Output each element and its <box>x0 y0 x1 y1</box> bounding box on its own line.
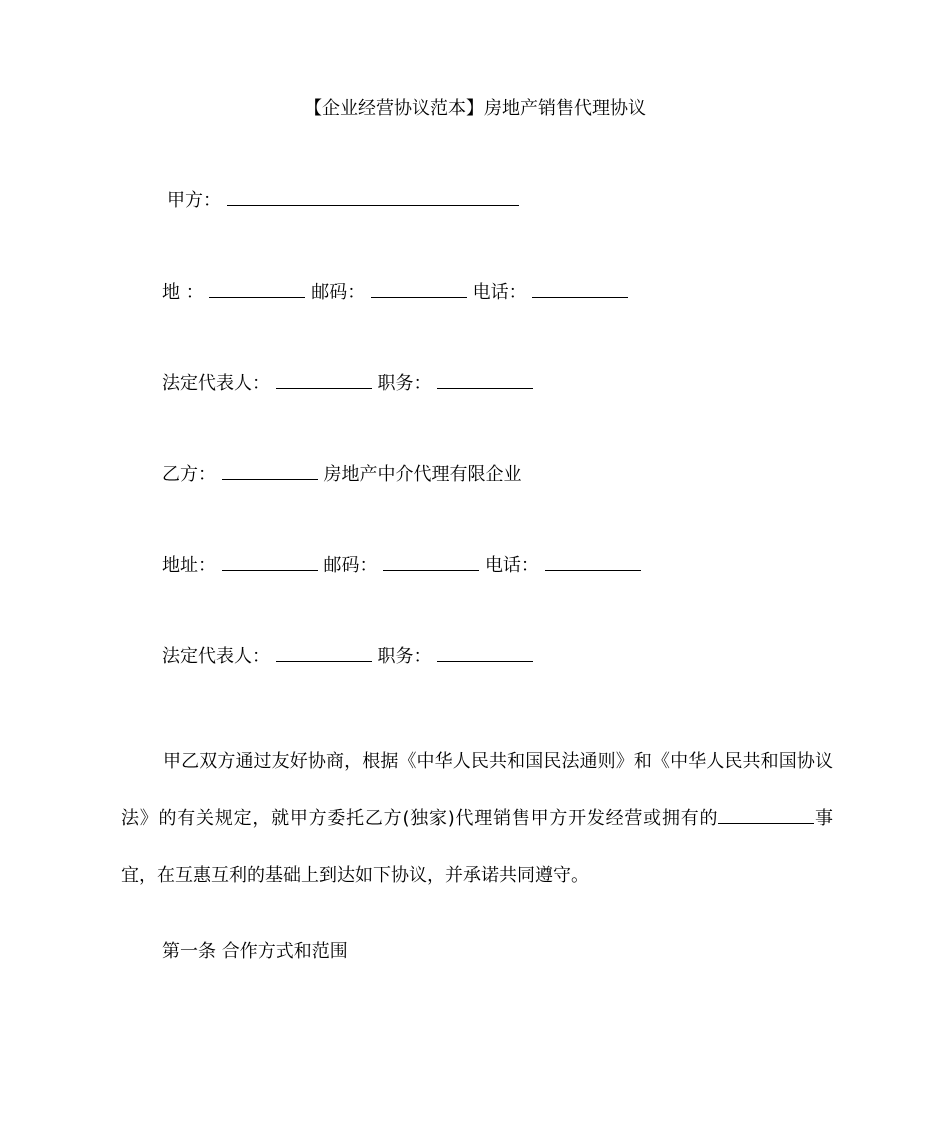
party-b-address-blank <box>222 553 318 571</box>
document-title: 【企业经营协议范本】房地产销售代理协议 <box>304 98 646 119</box>
party-b-rep-blank <box>276 644 372 662</box>
party-a-contact-line <box>162 280 628 304</box>
party-b-title-label: 职务： <box>377 646 432 667</box>
party-a-zip-blank <box>371 280 467 298</box>
party-a-phone-blank <box>532 280 628 298</box>
party-a-address-label: 地 ： <box>162 282 204 303</box>
party-a-address-blank <box>209 280 305 298</box>
party-b-rep-line <box>162 644 533 668</box>
intro-paragraph <box>121 733 833 904</box>
party-a-zip-label: 邮码： <box>311 282 366 303</box>
party-a-rep-label: 法定代表人： <box>162 373 270 394</box>
party-b-title-blank <box>437 644 533 662</box>
party-a-title-label: 职务： <box>377 373 432 394</box>
intro-text-part1: 甲乙双方通过友好协商，根据《中华人民共和国民法通则》和《中华人民共和国协议法》的有关规定，就甲方委托乙方(独家)代理销售甲方开发经营或拥有的 <box>121 751 833 829</box>
party-b-line <box>162 462 521 486</box>
party-b-address-label: 地址： <box>162 555 216 576</box>
intro-text-part2: 事宜，在互惠互利的基础上到达如下协议，并承诺共同遵守。 <box>121 808 833 886</box>
party-b-phone-label: 电话： <box>484 555 539 576</box>
party-b-suffix: 房地产中介代理有限企业 <box>323 464 522 485</box>
party-a-title-blank <box>437 371 533 389</box>
party-b-contact-line <box>162 553 641 577</box>
party-a-label: 甲方： <box>167 190 221 211</box>
party-b-zip-label: 邮码： <box>323 555 378 576</box>
party-b-rep-label: 法定代表人： <box>162 646 270 667</box>
party-a-phone-label: 电话： <box>472 282 527 303</box>
party-a-rep-blank <box>276 371 372 389</box>
party-a-rep-line <box>162 371 533 395</box>
article-1-heading: 第一条 合作方式和范围 <box>162 941 348 962</box>
party-b-phone-blank <box>545 553 641 571</box>
party-a-name-blank <box>227 188 519 206</box>
party-a-line <box>167 188 519 212</box>
party-b-name-blank <box>222 462 318 480</box>
intro-subject-blank <box>718 806 814 824</box>
party-b-label: 乙方： <box>162 464 216 485</box>
party-b-zip-blank <box>383 553 479 571</box>
